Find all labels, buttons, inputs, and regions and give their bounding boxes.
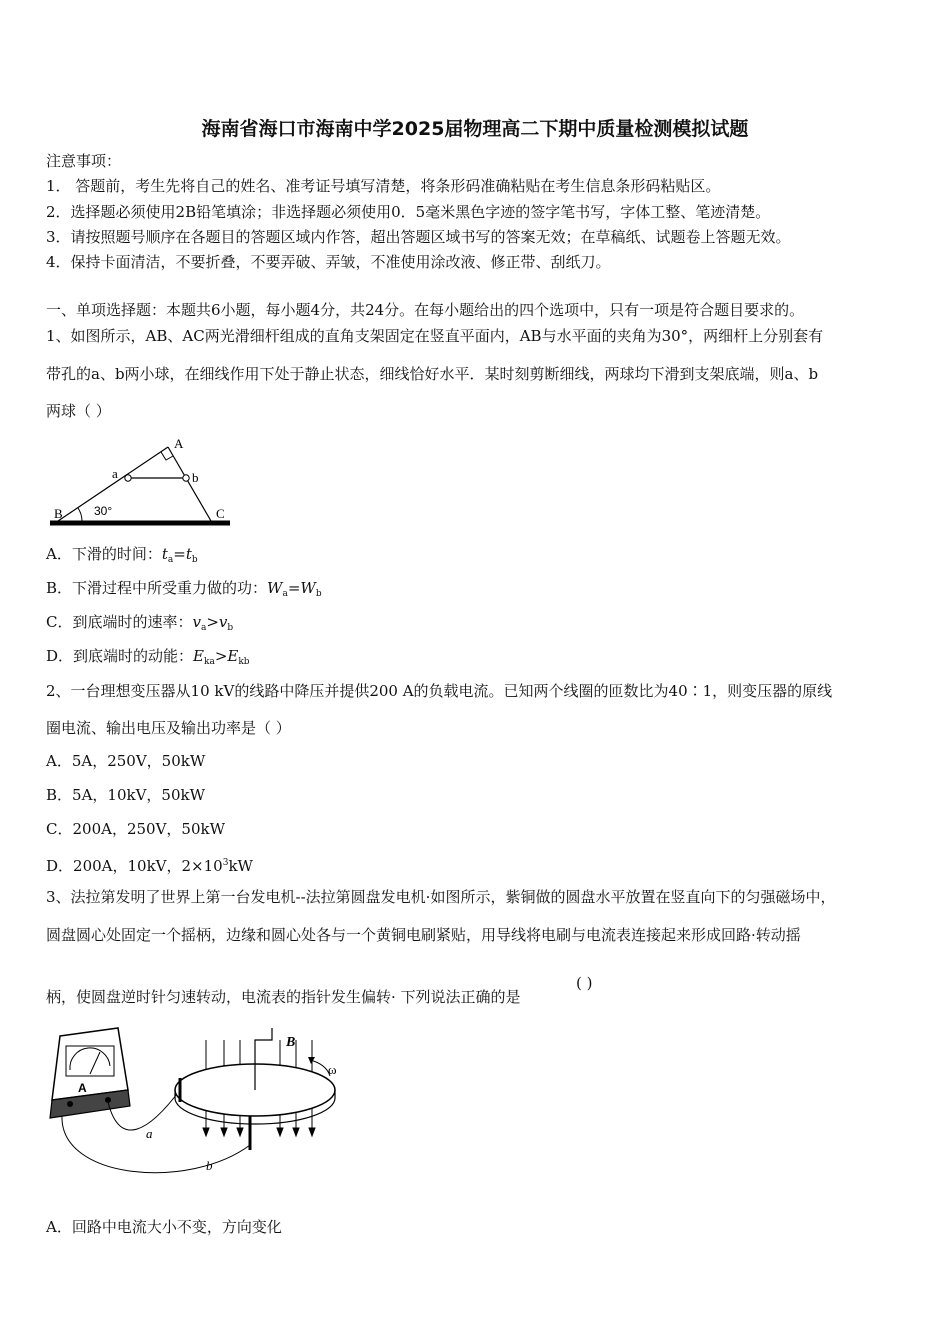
ammeter-label: A [78, 1081, 87, 1095]
q2-stem-line: 2、一台理想变压器从10 kV的线路中降压并提供200 A的负载电流。已知两个线圈的匝数比为40∶1，则变压器的原线 [46, 682, 833, 700]
ammeter [50, 1028, 130, 1118]
q3-stem-line: 3、法拉第发明了世界上第一台发电机--法拉第圆盘发电机·如图所示，紫铜做的圆盘水平放置在竖直向下的匀强磁场中， [46, 888, 836, 906]
q1-stem-line: 两球（ ） [46, 402, 111, 420]
q1-option-b[interactable]: B．下滑过程中所受重力做的功：$W_a=W_b$ [46, 579, 322, 599]
label-A: A [174, 436, 184, 451]
page-title: 海南省海口市海南中学2025届物理高二下期中质量检测模拟试题 [201, 118, 749, 140]
rod-ab [58, 447, 168, 521]
q2-stem-line: 圈电流、输出电压及输出功率是（ ） [46, 719, 291, 737]
q1-stem-line: 1、如图所示，AB、AC两光滑细杆组成的直角支架固定在竖直平面内，AB与水平面的夹角为30°，两细杆上分别套有 [46, 327, 824, 345]
wire-b [62, 1116, 250, 1173]
notice-item: 1． 答题前，考生先将自己的姓名、准考证号填写清楚，将条形码准确粘贴在考生信息条形码粘贴区。 [46, 177, 721, 195]
q2-option-b[interactable]: B．5A，10kV，50kW [46, 786, 206, 804]
wire-label-a: a [146, 1126, 153, 1141]
label-angle: 30° [94, 504, 113, 518]
q3-stem-line: 圆盘圆心处固定一个摇柄，边缘和圆心处各与一个黄铜电刷紧贴，用导线将电刷与电流表连接起来形成回路·转动摇 [46, 926, 801, 944]
label-b: b [192, 470, 199, 485]
q1-option-c[interactable]: C．到底端时的速率：$v_a>v_b$ [46, 613, 234, 633]
wire-label-b: b [206, 1158, 213, 1173]
q2-option-c[interactable]: C．200A，250V，50kW [46, 820, 225, 838]
ball-a [125, 475, 131, 481]
q3-stem-line: 柄，使圆盘逆时针匀速转动，电流表的指针发生偏转· 下列说法正确的是 [46, 988, 521, 1006]
notice-heading: 注意事项： [46, 152, 122, 170]
notice-item: 2．选择题必须使用2B铅笔填涂；非选择题必须使用0．5毫米黑色字迹的签字笔书写，字体工整、笔迹清楚。 [46, 203, 771, 221]
label-B: B [54, 506, 63, 521]
q1-incline-figure [46, 432, 246, 532]
q1-option-a[interactable]: A．下滑的时间：$t_a=t_b$ [46, 545, 198, 565]
q2-option-a[interactable]: A．5A，250V，50kW [46, 752, 206, 770]
answer-paren: ( ) [576, 974, 593, 992]
ball-b [183, 475, 189, 481]
label-C: C [216, 506, 225, 521]
q2-option-d[interactable]: D．200A，10kV，$2\times 10^3kW$ [46, 857, 253, 875]
q1-stem-line: 带孔的a、b两小球，在细线作用下处于静止状态，细线恰好水平．某时刻剪断细线，两球均下滑到支架底端，则a、b [46, 365, 819, 383]
q3-option-a[interactable]: A．回路中电流大小不变，方向变化 [46, 1218, 282, 1236]
rod-ac [168, 447, 211, 521]
label-a: a [112, 466, 118, 481]
label-B-field: B [286, 1035, 296, 1050]
q1-option-d[interactable]: D．到底端时的动能：$E_{ka}>E_{kb}$ [46, 647, 250, 667]
notice-item: 4．保持卡面清洁，不要折叠，不要弄破、弄皱，不准使用涂改液、修正带、刮纸刀。 [46, 253, 611, 271]
label-omega: ω [328, 1062, 337, 1077]
section-heading: 一、单项选择题：本题共6小题，每小题4分，共24分。在每小题给出的四个选项中，只有一项是符合题目要求的。 [46, 301, 805, 319]
q3-faraday-disk-figure [40, 1020, 360, 1195]
notice-item: 3．请按照题号顺序在各题目的答题区域内作答，超出答题区域书写的答案无效；在草稿纸、试题卷上答题无效。 [46, 228, 791, 246]
angle-arc [78, 508, 82, 521]
